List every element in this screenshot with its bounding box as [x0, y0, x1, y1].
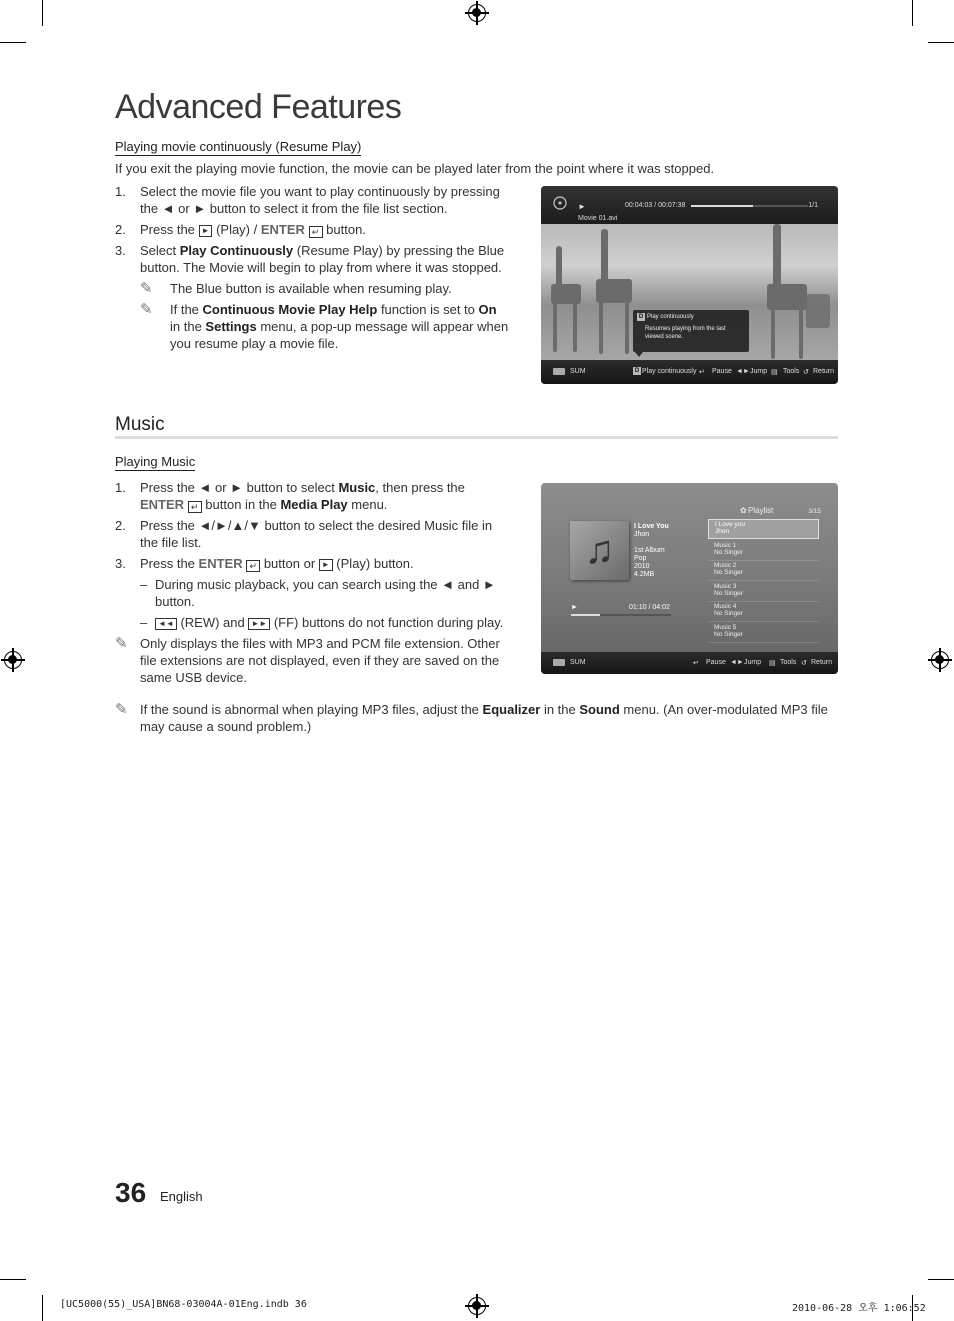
note-pen-icon: ✎ — [115, 701, 128, 718]
resume-step-3: 3. Select Play Continuously (Resume Play) by pressing the Blue button. The Movie will begin to play from where it was stopped. — [115, 243, 505, 275]
enter-hint-icon: ↵ — [693, 660, 699, 667]
crop-mark — [42, 0, 43, 26]
page-number: 36 — [115, 1177, 147, 1208]
section-divider — [115, 436, 838, 439]
page-title: Advanced Features — [115, 88, 402, 126]
return-hint: Return — [811, 659, 833, 666]
usb-device-icon — [553, 659, 565, 666]
music-heading: Playing Music — [115, 454, 196, 469]
music-time: 01:10 / 04:02 — [629, 604, 670, 611]
jump-hint: Jump — [744, 659, 762, 666]
music-progress-fill — [571, 614, 600, 616]
playlist-item[interactable]: Music 3 No Singer — [708, 582, 819, 602]
play-status-icon: ► — [571, 604, 578, 611]
play-status-icon: ► — [578, 202, 586, 211]
play-key-icon: ► — [319, 559, 333, 571]
resume-steps — [115, 183, 510, 356]
playlist-item[interactable]: Music 1 No Singer — [708, 541, 819, 561]
music-dash-1: – During music playback, you can search using the ◄ and ► button. — [140, 577, 496, 609]
crop-mark — [928, 1279, 954, 1280]
movie-count: 1/1 — [808, 202, 818, 209]
resume-intro: If you exit the playing movie function, the movie can be played later from the point where it was stopped. — [115, 161, 715, 176]
enter-key-icon: ↵ — [246, 560, 260, 572]
movie-category-icon — [553, 196, 567, 210]
playlist-item[interactable]: Music 4 No Singer — [708, 602, 819, 622]
song-info: I Love You Jhon 1st Album Pop 2010 4.2MB — [634, 523, 669, 578]
resume-popup: D Play continuously Resumes playing from the last viewed scene. — [633, 310, 749, 352]
registration-mark-icon — [931, 651, 949, 669]
tools-hint: Tools — [783, 368, 800, 375]
movie-filename: Movie 01.avi — [578, 215, 618, 222]
movie-progress — [691, 205, 808, 207]
resume-heading: Playing movie continuously (Resume Play) — [115, 139, 362, 154]
jump-hint: Jump — [750, 368, 768, 375]
usb-device-icon — [553, 368, 565, 375]
music-step-2: 2. Press the ◄/►/▲/▼ button to select the desired Music file in the file list. — [115, 518, 493, 550]
music-steps — [115, 479, 510, 690]
tools-icon: ▤ — [769, 660, 776, 667]
playlist-count: 3/15 — [808, 508, 821, 515]
music-dash-2: – ◄◄ (REW) and ►► (FF) buttons do not function during play. — [140, 615, 504, 630]
fast-forward-key-icon: ►► — [248, 618, 270, 630]
return-hint: Return — [813, 368, 835, 375]
crop-mark — [912, 0, 913, 26]
print-date-info: 2010-06-28 오후 1:06:52 — [792, 1303, 926, 1314]
music-play-screenshot — [541, 483, 838, 674]
note-pen-icon: ✎ — [115, 635, 128, 652]
music-control-bar — [541, 652, 838, 674]
playlist-item[interactable]: Music 2 No Singer — [708, 561, 819, 581]
movie-play-screenshot — [541, 186, 838, 384]
movie-time: 00:04:03 / 00:07:38 — [625, 202, 686, 209]
registration-mark-icon — [468, 4, 486, 22]
play-key-icon: ► — [199, 225, 213, 237]
music-note-2: ✎ If the sound is abnormal when playing MP3 files, adjust the Equalizer in the Sound menu. (An over-modulated MP3 file may cause a sound problem.) — [115, 701, 828, 734]
blue-d-key-icon: D — [634, 368, 640, 374]
enter-key-icon: ↵ — [188, 501, 202, 513]
return-icon: ↺ — [801, 660, 807, 667]
device-label: SUM — [570, 659, 586, 666]
music-section-title: Music — [115, 414, 165, 435]
resume-step-2: 2. Press the ► (Play) / ENTER ↵ button. — [115, 222, 366, 237]
left-right-icon: ◄► — [730, 659, 744, 666]
music-step-3: 3. Press the ENTER ↵ button or ► (Play) button. — [115, 556, 414, 571]
playlist-item[interactable]: Music 5 No Singer — [708, 623, 819, 643]
crop-mark — [0, 1279, 26, 1280]
playlist-icon: ✿ — [740, 506, 747, 515]
resume-note-1: ✎ The Blue button is available when resuming play. — [140, 280, 452, 297]
popup-pointer — [635, 352, 643, 357]
resume-note-2: ✎ If the Continuous Movie Play Help function is set to On in the Settings menu, a pop-up message will appear when you resume play a movie file. — [140, 301, 509, 351]
left-right-icon: ◄► — [736, 368, 750, 375]
tools-hint: Tools — [780, 659, 797, 666]
crop-mark — [0, 42, 26, 43]
tools-icon: ▤ — [771, 369, 778, 376]
registration-mark-icon — [468, 1297, 486, 1315]
note-pen-icon: ✎ — [140, 301, 153, 318]
movie-info-bar — [541, 186, 838, 224]
music-progress — [571, 614, 671, 616]
movie-control-bar — [541, 360, 838, 384]
print-file-info: [UC5000(55)_USA]BN68-03004A-01Eng.indb 36 — [60, 1299, 307, 1310]
playlist-item[interactable]: I Love you Jhon — [708, 519, 819, 539]
page-language: English — [160, 1189, 203, 1204]
music-note-1: ✎ Only displays the files with MP3 and PCM file extension. Other file extensions are not displayed, even if they are saved on the same USB device. — [115, 635, 500, 685]
play-continuously-hint: Play continuously — [642, 368, 697, 375]
enter-key-icon: ↵ — [309, 226, 323, 238]
album-art-note-icon: ♫ — [570, 521, 629, 580]
crop-mark — [928, 42, 954, 43]
pause-hint: Pause — [706, 659, 726, 666]
blue-d-key-icon: D — [638, 314, 644, 320]
playlist-title: Playlist — [748, 506, 774, 515]
device-label: SUM — [570, 368, 586, 375]
resume-step-1: 1. Select the movie file you want to play continuously by pressing the ◄ or ► button to select it from the file list section. — [115, 184, 500, 216]
registration-mark-icon — [4, 651, 22, 669]
movie-progress-fill — [691, 205, 753, 207]
rewind-key-icon: ◄◄ — [155, 618, 177, 630]
return-icon: ↺ — [803, 369, 809, 376]
note-pen-icon: ✎ — [140, 280, 153, 297]
enter-hint-icon: ↵ — [699, 369, 705, 376]
crop-mark — [42, 1295, 43, 1321]
music-step-1: 1. Press the ◄ or ► button to select Music, then press the ENTER ↵ button in the Media Play menu. — [115, 480, 465, 512]
playlist-panel — [708, 505, 823, 650]
pause-hint: Pause — [712, 368, 732, 375]
